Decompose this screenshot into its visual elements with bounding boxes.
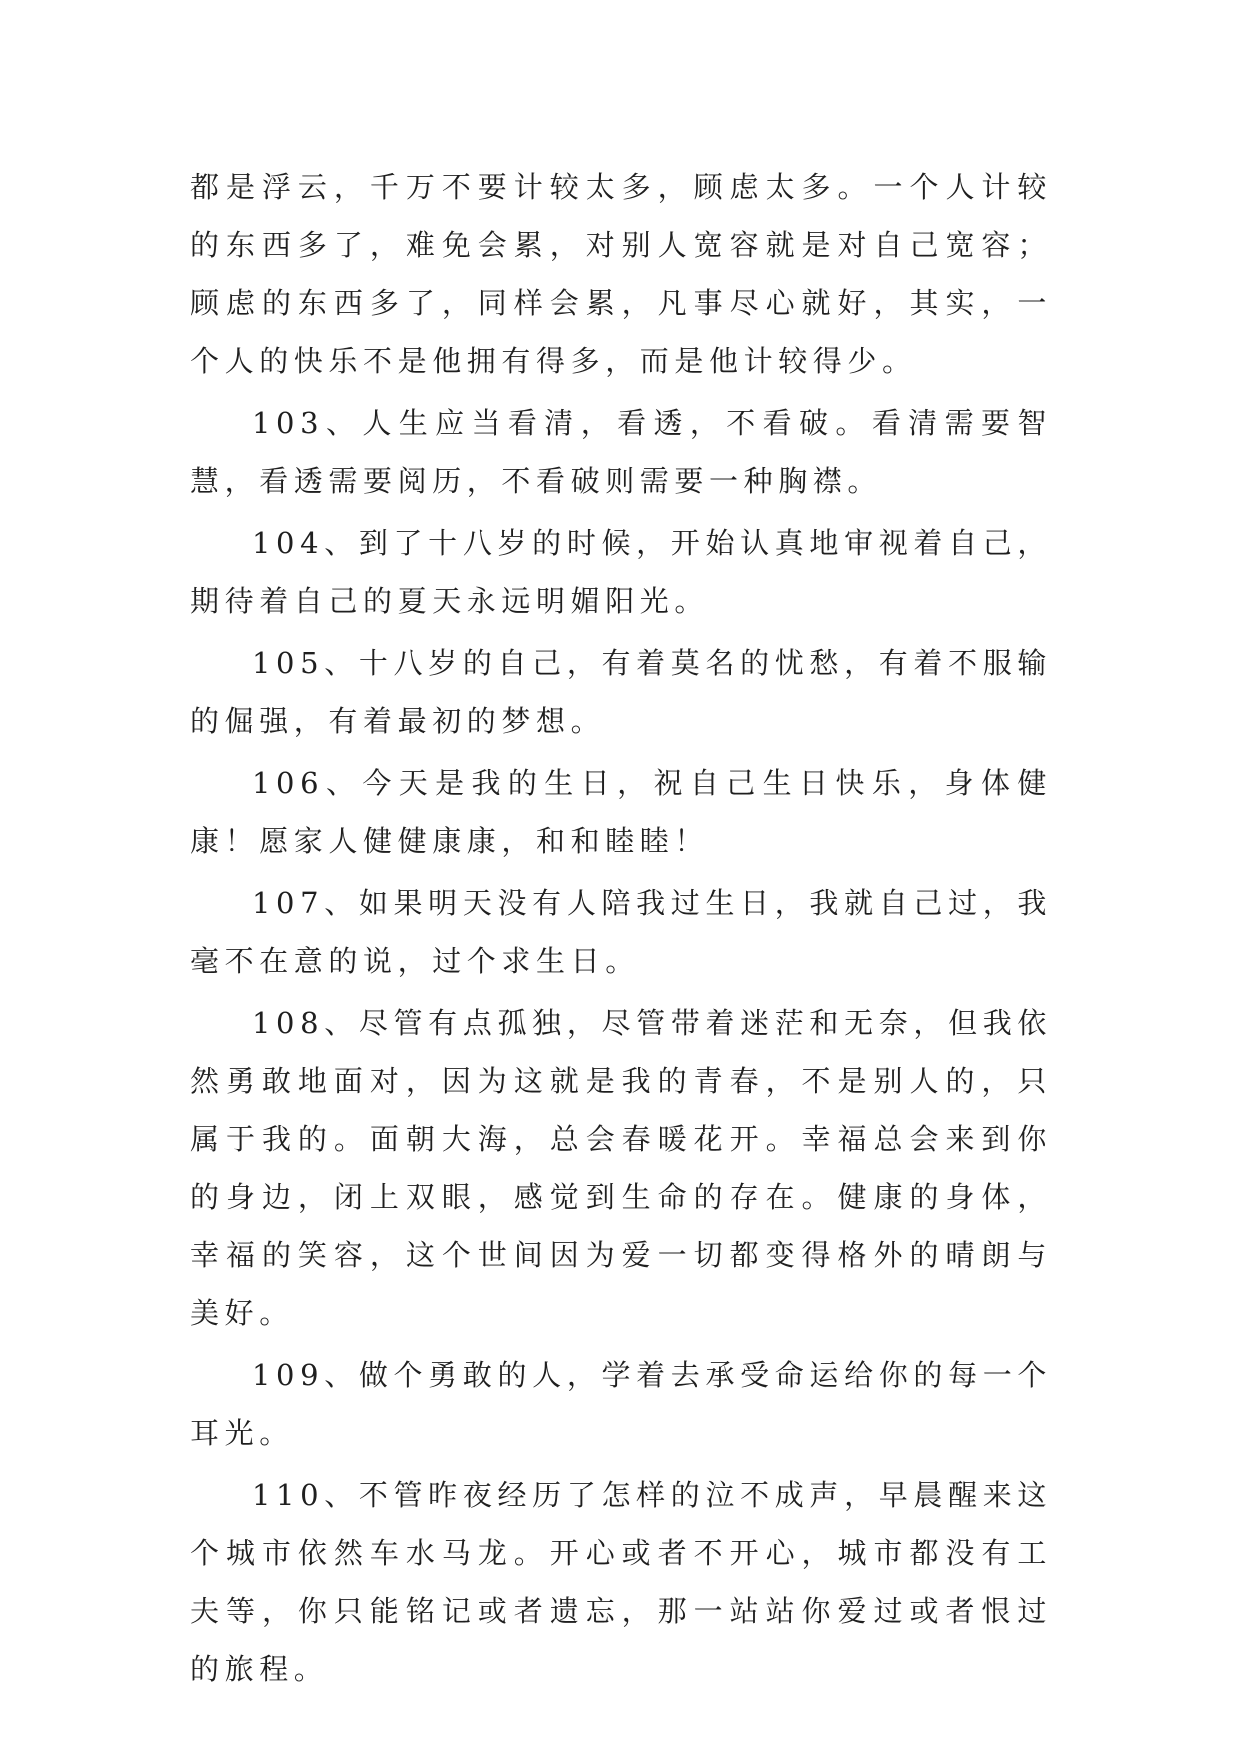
paragraph-109: 109、做个勇敢的人，学着去承受命运给你的每一个耳光。 xyxy=(190,1358,1052,1450)
paragraph-continued: 都是浮云，千万不要计较太多，顾虑太多。一个人计较的东西多了，难免会累，对别人宽容就是对自己宽容；顾虑的东西多了，同样会累，凡事尽心就好，其实，一个人的快乐不是他拥有得多，而是他计较得少。 xyxy=(190,170,1052,378)
paragraph-107: 107、如果明天没有人陪我过生日，我就自己过，我毫不在意的说，过个求生日。 xyxy=(190,886,1052,978)
paragraph-103: 103、人生应当看清，看透，不看破。看清需要智慧，看透需要阅历，不看破则需要一种胸襟。 xyxy=(190,406,1052,498)
paragraph-104: 104、到了十八岁的时候，开始认真地审视着自己，期待着自己的夏天永远明媚阳光。 xyxy=(190,526,1052,618)
paragraph-105: 105、十八岁的自己，有着莫名的忧愁，有着不服输的倔强，有着最初的梦想。 xyxy=(190,646,1052,738)
document-body xyxy=(190,158,1052,1702)
paragraph-110: 110、不管昨夜经历了怎样的泣不成声，早晨醒来这个城市依然车水马龙。开心或者不开心，城市都没有工夫等，你只能铭记或者遗忘，那一站站你爱过或者恨过的旅程。 xyxy=(190,1478,1052,1686)
paragraph-108: 108、尽管有点孤独，尽管带着迷茫和无奈，但我依然勇敢地面对，因为这就是我的青春，不是别人的，只属于我的。面朝大海，总会春暖花开。幸福总会来到你的身边，闭上双眼，感觉到生命的存在。健康的身体，幸福的笑容，这个世间因为爱一切都变得格外的晴朗与美好。 xyxy=(190,1006,1052,1330)
paragraph-106: 106、今天是我的生日，祝自己生日快乐，身体健康！愿家人健健康康，和和睦睦！ xyxy=(190,766,1052,858)
